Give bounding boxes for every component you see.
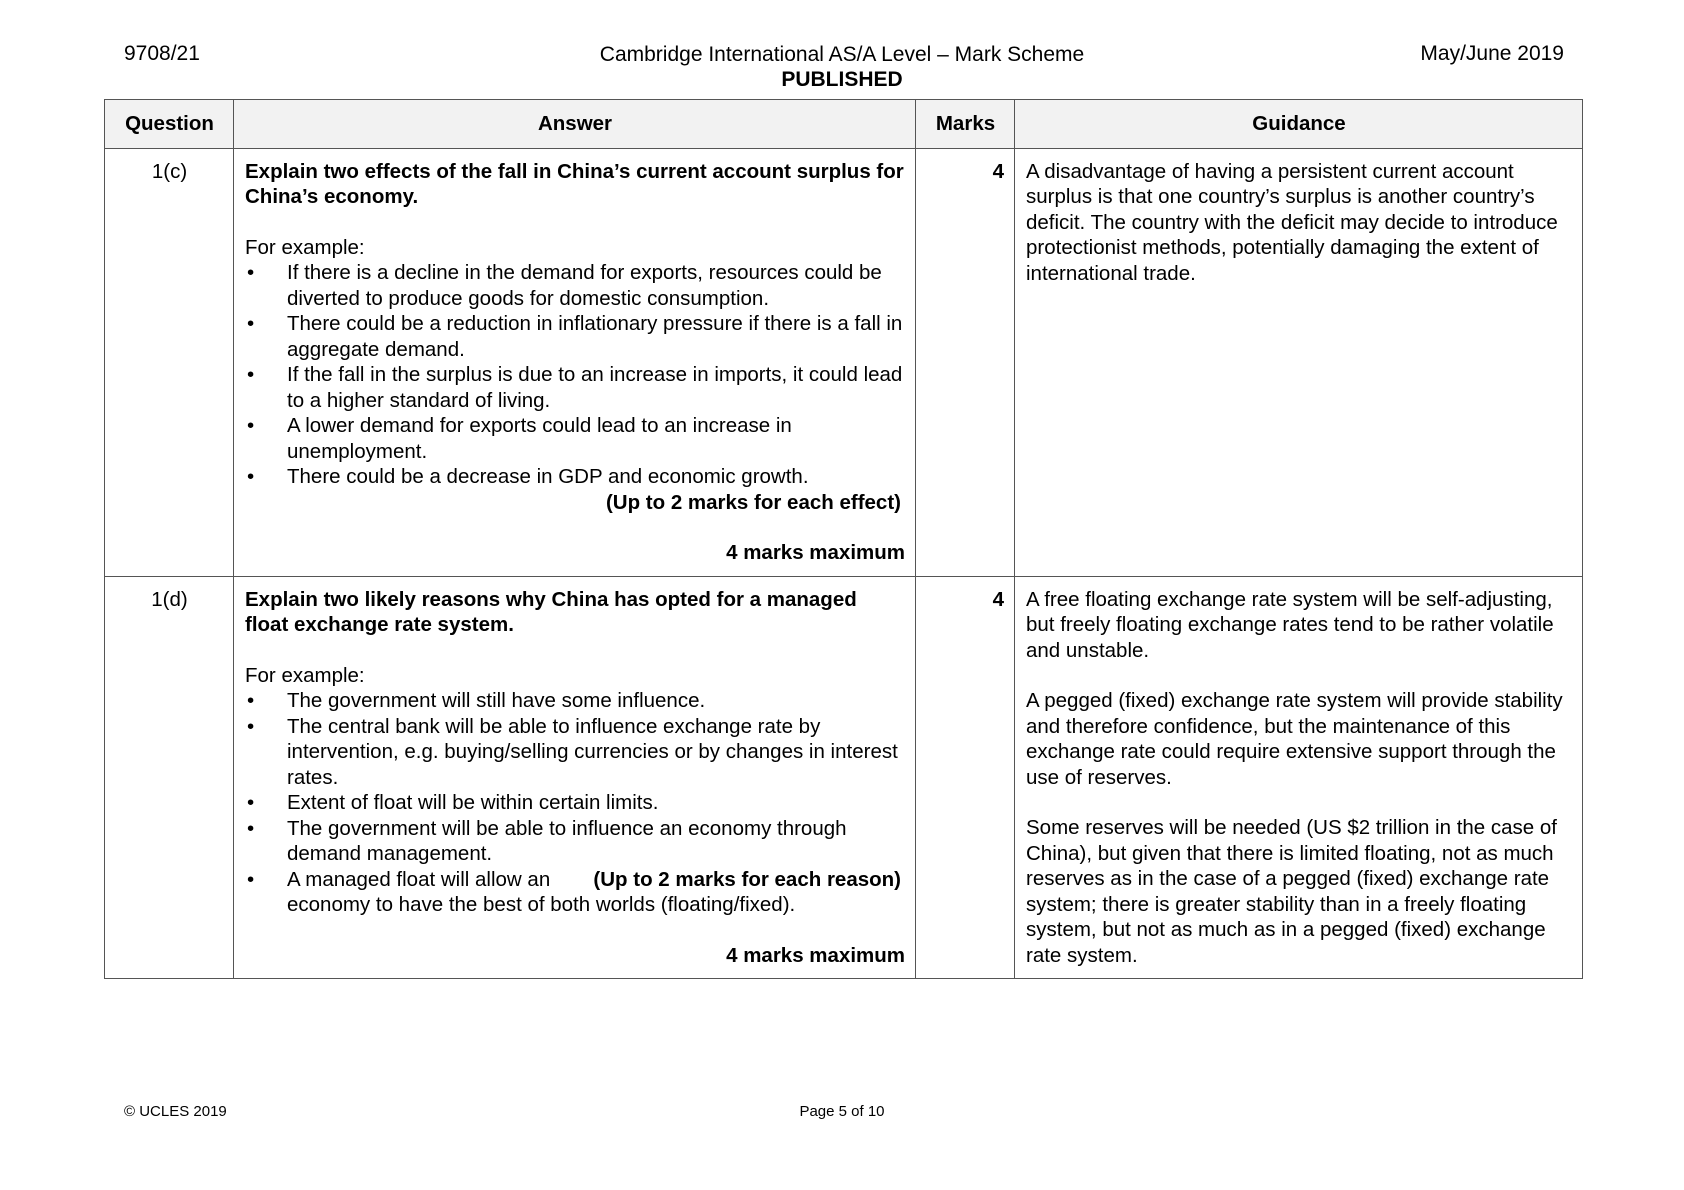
answer-cell xyxy=(234,148,916,576)
question-number: 1(d) xyxy=(105,576,234,979)
list-item-text: There could be a decrease in GDP and economic growth. xyxy=(287,465,809,488)
answer-cell xyxy=(234,576,916,979)
mark-scheme-table xyxy=(104,99,1583,979)
list-item xyxy=(245,816,905,867)
guidance-paragraph: A free floating exchange rate system will be self-adjusting, but freely floating exchange rates tend to be rather volatile and unstable. xyxy=(1026,587,1554,662)
list-item xyxy=(245,464,905,490)
list-item xyxy=(245,311,905,362)
answer-bullet-list xyxy=(245,260,905,490)
answer-bullet-list xyxy=(245,688,905,918)
marks-value: 4 xyxy=(916,576,1015,979)
list-item xyxy=(245,714,905,791)
guidance-paragraph: A disadvantage of having a persistent current account surplus is that one country’s surplus is another country’s deficit. The country with the deficit may decide to introduce protectionist methods, potentially damaging the extent of international trade. xyxy=(1026,159,1558,285)
list-item-text: The central bank will be able to influence exchange rate by intervention, e.g. buying/selling currencies or by changes in interest rates. xyxy=(287,714,898,789)
bullet-icon: • xyxy=(247,363,255,386)
list-item xyxy=(245,688,905,714)
list-item-text: A lower demand for exports could lead to an increase in unemployment. xyxy=(287,414,792,463)
column-header-answer: Answer xyxy=(234,100,916,149)
table-row xyxy=(105,576,1583,979)
example-intro: For example: xyxy=(245,235,365,259)
list-item xyxy=(245,362,905,413)
table-row xyxy=(105,148,1583,576)
guidance-paragraph: Some reserves will be needed (US $2 trillion in the case of China), but given that there is limited floating, not as much reserves as in the case of a pegged (fixed) exchange rate system; there is greater stability than in a freely floating system, but not as much as in a pegged (fixed) exchange rate system. xyxy=(1026,816,1557,967)
bullet-icon: • xyxy=(247,689,255,712)
bullet-icon: • xyxy=(247,465,255,488)
list-item-text: The government will be able to influence an economy through demand management. xyxy=(287,816,847,865)
marks-value: 4 xyxy=(916,148,1015,576)
example-intro: For example: xyxy=(245,663,365,687)
column-header-marks: Marks xyxy=(916,100,1015,149)
marks-per-item-note: (Up to 2 marks for each reason) xyxy=(593,867,901,891)
document-title: Cambridge International AS/A Level – Mark Scheme xyxy=(599,43,1085,66)
table-header-row xyxy=(105,100,1583,149)
max-marks-note: 4 marks maximum xyxy=(726,541,905,564)
bullet-icon: • xyxy=(247,816,255,840)
bullet-icon: • xyxy=(247,414,255,437)
question-prompt: Explain two effects of the fall in China’s current account surplus for China’s economy. xyxy=(245,159,904,208)
max-marks-note: 4 marks maximum xyxy=(726,943,905,967)
list-item-text: Extent of float will be within certain limits. xyxy=(287,791,659,814)
list-item-text: If there is a decline in the demand for exports, resources could be diverted to produce goods for domestic consumption. xyxy=(287,261,882,310)
paper-code: 9708/21 xyxy=(124,42,200,65)
bullet-icon: • xyxy=(247,791,255,814)
list-item-text: There could be a reduction in inflationary pressure if there is a fall in aggregate demand. xyxy=(287,312,903,361)
page-number: Page 5 of 10 xyxy=(799,1103,885,1120)
marks-per-item-note: (Up to 2 marks for each effect) xyxy=(605,490,901,514)
bullet-icon: • xyxy=(247,312,255,335)
list-item-text: The government will still have some influence. xyxy=(287,689,706,712)
bullet-icon: • xyxy=(247,261,255,284)
bullet-icon: • xyxy=(247,867,255,891)
column-header-question: Question xyxy=(105,100,234,149)
guidance-cell xyxy=(1015,576,1583,979)
column-header-guidance: Guidance xyxy=(1015,100,1583,149)
list-item xyxy=(245,790,905,816)
published-label: PUBLISHED xyxy=(781,68,903,91)
list-item-text: If the fall in the surplus is due to an increase in imports, it could lead to a higher standard of living. xyxy=(287,363,903,412)
list-item xyxy=(245,260,905,311)
list-item xyxy=(245,867,905,918)
question-prompt: Explain two likely reasons why China has opted for a managed float exchange rate system. xyxy=(245,587,857,636)
guidance-paragraph: A pegged (fixed) exchange rate system will provide stability and therefore confidence, but the maintenance of this exchange rate could require extensive support through the use of reserves. xyxy=(1026,689,1563,789)
guidance-cell xyxy=(1015,148,1583,576)
question-number: 1(c) xyxy=(105,148,234,576)
copyright-notice: © UCLES 2019 xyxy=(124,1103,227,1120)
bullet-icon: • xyxy=(247,714,255,738)
list-item xyxy=(245,413,905,464)
list-item-text: A managed float will allow an economy to have the best of both worlds (floating/fixed). xyxy=(287,867,796,916)
exam-session: May/June 2019 xyxy=(1420,42,1564,65)
